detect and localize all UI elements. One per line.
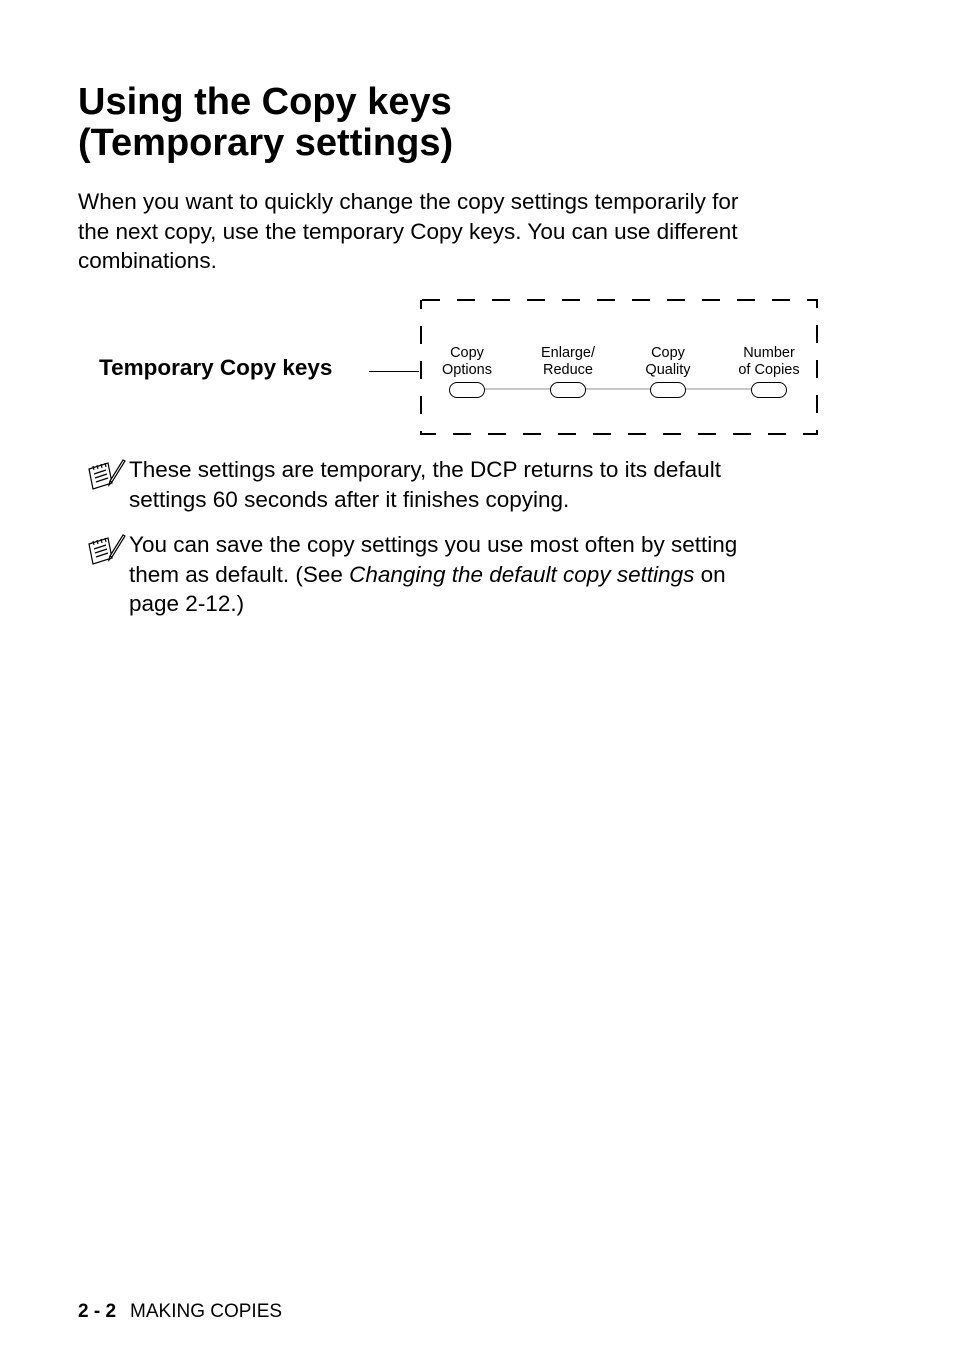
enlarge-reduce-label-line-1: Enlarge/ xyxy=(540,345,595,361)
copy-quality-key[interactable] xyxy=(623,345,713,398)
page-number: 2 - 2 xyxy=(78,1301,117,1322)
copy-options-label-line-2: Options xyxy=(442,361,492,378)
intro-line-3: combinations. xyxy=(78,248,217,273)
intro-line-1: When you want to quickly change the copy settings temporarily for xyxy=(78,189,739,214)
copy-options-key[interactable] xyxy=(422,345,512,398)
copy-quality-button[interactable] xyxy=(650,382,686,398)
copy-quality-label-line-1: Copy xyxy=(651,345,685,361)
section-name: MAKING COPIES xyxy=(130,1301,283,1322)
note-temporary-line-2: settings 60 seconds after it finishes copying. xyxy=(129,486,570,512)
memo-pencil-icon xyxy=(86,457,126,493)
copy-quality-label xyxy=(623,345,713,378)
page-footer xyxy=(78,1300,282,1324)
copy-options-label-line-1: Copy xyxy=(450,345,484,361)
note-temporary-line-1: These settings are temporary, the DCP returns to its default xyxy=(129,457,721,482)
callout-label: Temporary Copy keys xyxy=(99,355,333,380)
note-save-default-line-3: page 2-12.) xyxy=(129,591,245,616)
note-save-default-line-2 xyxy=(129,560,829,590)
intro-line-2: the next copy, use the temporary Copy keys. You can use different xyxy=(78,218,738,244)
number-of-copies-button[interactable] xyxy=(751,382,787,398)
note-save-default-text xyxy=(129,530,829,619)
enlarge-reduce-label-line-2: Reduce xyxy=(543,361,593,378)
copy-keys-panel xyxy=(418,297,820,437)
number-of-copies-label xyxy=(724,345,814,378)
intro-paragraph xyxy=(78,187,838,276)
note-save-default-line-2-pre: them as default. (See xyxy=(129,561,350,587)
enlarge-reduce-button[interactable] xyxy=(550,382,586,398)
page-heading-line-1: Using the Copy keys xyxy=(78,81,452,123)
copy-options-button[interactable] xyxy=(449,382,485,398)
page-heading-line-2: (Temporary settings) xyxy=(78,122,454,164)
enlarge-reduce-key[interactable] xyxy=(523,345,613,398)
number-of-copies-label-line-1: Number xyxy=(743,345,795,361)
page-heading xyxy=(78,82,453,164)
callout-leader-line xyxy=(369,371,419,372)
cross-reference-link[interactable]: Changing the default copy settings xyxy=(349,561,695,587)
number-of-copies-key[interactable] xyxy=(724,345,814,398)
copy-options-label xyxy=(422,345,512,378)
number-of-copies-label-line-2: of Copies xyxy=(738,361,800,378)
note-save-default-line-2-post: on xyxy=(694,561,726,587)
copy-quality-label-line-2: Quality xyxy=(645,361,691,378)
note-save-default-line-1: You can save the copy settings you use most often by setting xyxy=(129,532,738,557)
note-temporary-text xyxy=(129,455,829,514)
enlarge-reduce-label xyxy=(523,345,613,378)
memo-pencil-icon xyxy=(86,532,126,568)
